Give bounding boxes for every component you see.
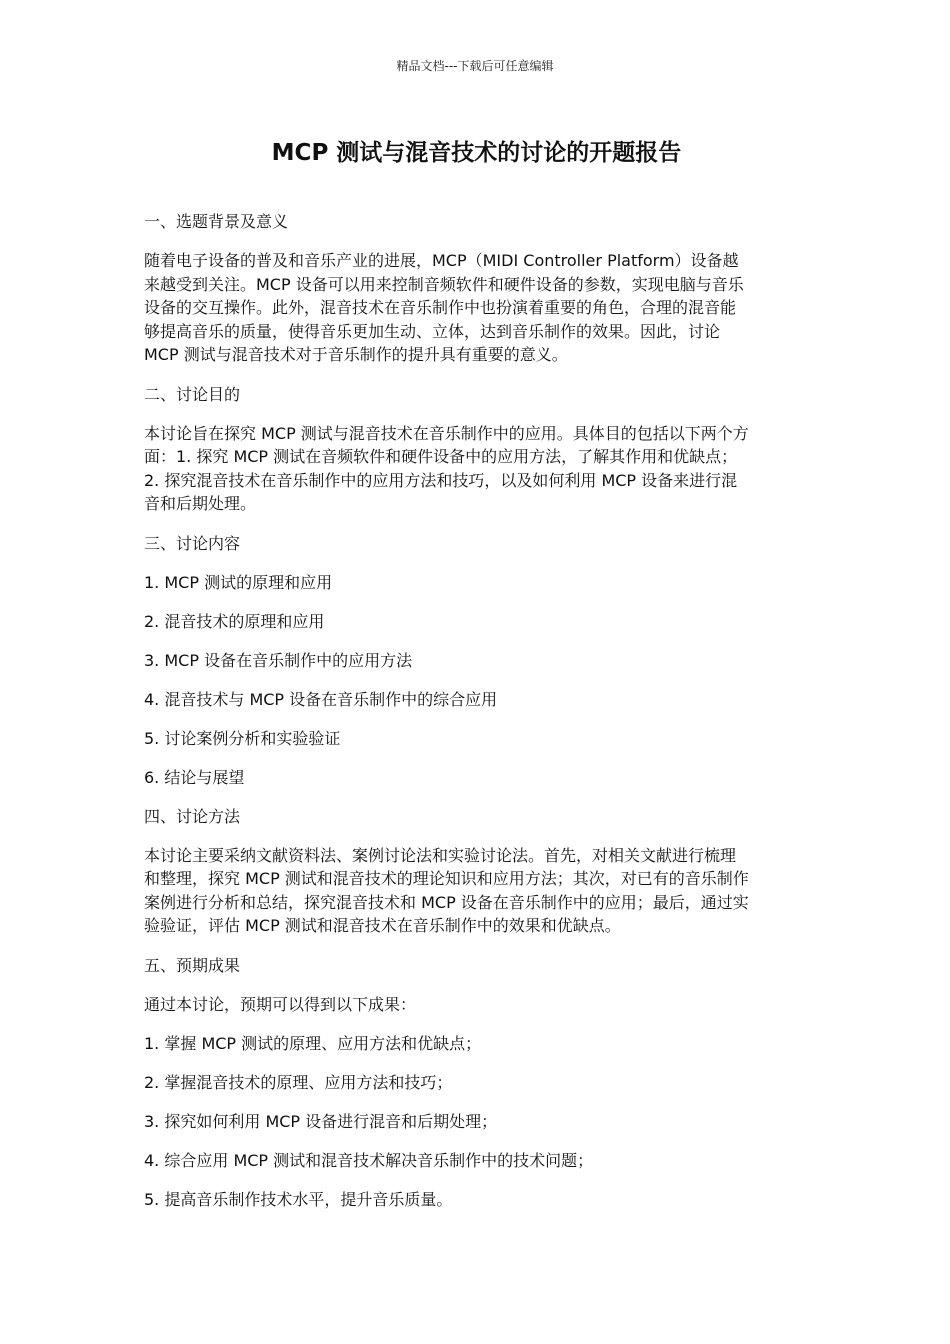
list-item: 1. 掌握 MCP 测试的原理、应用方法和优缺点； [144, 1033, 482, 1053]
paragraph-line: 本讨论旨在探究 MCP 测试与混音技术在音乐制作中的应用。具体目的包括以下两个方 [144, 423, 749, 443]
section-heading-outcomes: 五、预期成果 [144, 955, 241, 975]
paragraph-outcomes-intro: 通过本讨论，预期可以得到以下成果： [144, 994, 417, 1014]
list-item: 3. 探究如何利用 MCP 设备进行混音和后期处理； [144, 1111, 498, 1131]
paragraph-line: 来越受到关注。MCP 设备可以用来控制音频软件和硬件设备的参数，实现电脑与音乐 [144, 274, 744, 294]
paragraph-line: MCP 测试与混音技术对于音乐制作的提升具有重要的意义。 [144, 345, 568, 364]
paragraph-line: 够提高音乐的质量，使得音乐更加生动、立体，达到音乐制作的效果。因此，讨论 [144, 321, 721, 341]
paragraph-line: 和整理，探究 MCP 测试和混音技术的理论知识和应用方法；其次，对已有的音乐制作 [144, 869, 749, 888]
list-item: 6. 结论与展望 [144, 767, 245, 787]
paragraph-line: 本讨论主要采纳文献资料法、案例讨论法和实验讨论法。首先，对相关文献进行梳理 [144, 845, 737, 865]
section-heading-method: 四、讨论方法 [144, 806, 241, 826]
paragraph-line: 2. 探究混音技术在音乐制作中的应用方法和技巧，以及如何利用 MCP 设备来进行混 [144, 470, 738, 490]
list-item: 1. MCP 测试的原理和应用 [144, 572, 333, 592]
list-item: 5. 提高音乐制作技术水平，提升音乐质量。 [144, 1189, 453, 1209]
section-heading-content: 三、讨论内容 [144, 533, 241, 553]
list-item: 2. 掌握混音技术的原理、应用方法和技巧； [144, 1072, 453, 1092]
paragraph-line: 随着电子设备的普及和音乐产业的进展，MCP（MIDI Controller Platform）设备越 [144, 251, 739, 270]
paragraph-line: 音和后期处理。 [144, 494, 257, 513]
paragraph-line: 设备的交互操作。此外，混音技术在音乐制作中也扮演着重要的角色，合理的混音能 [144, 298, 737, 317]
list-item: 4. 混音技术与 MCP 设备在音乐制作中的综合应用 [144, 689, 498, 709]
list-item: 4. 综合应用 MCP 测试和混音技术解决音乐制作中的技术问题； [144, 1150, 594, 1170]
document-body [144, 137, 809, 1227]
paragraph-line: 面：1. 探究 MCP 测试在音频软件和硬件设备中的应用方法，了解其作用和优缺点； [144, 447, 738, 466]
paragraph-line: 案例进行分析和总结，探究混音技术和 MCP 设备在音乐制作中的应用；最后，通过实 [144, 892, 749, 912]
list-item: 3. MCP 设备在音乐制作中的应用方法 [144, 650, 413, 670]
paragraph-background [144, 249, 809, 367]
paragraph-method [144, 844, 809, 938]
section-heading-purpose: 二、讨论目的 [144, 384, 241, 404]
paragraph-purpose [144, 422, 809, 516]
paragraph-line: 验验证，评估 MCP 测试和混音技术在音乐制作中的效果和优缺点。 [144, 916, 621, 935]
document-title: MCP 测试与混音技术的讨论的开题报告 [271, 140, 682, 166]
page-header: 精品文档---下载后可任意编辑 [396, 59, 554, 73]
section-heading-background: 一、选题背景及意义 [144, 212, 289, 231]
list-item: 2. 混音技术的原理和应用 [144, 611, 325, 631]
list-item: 5. 讨论案例分析和实验验证 [144, 728, 341, 748]
